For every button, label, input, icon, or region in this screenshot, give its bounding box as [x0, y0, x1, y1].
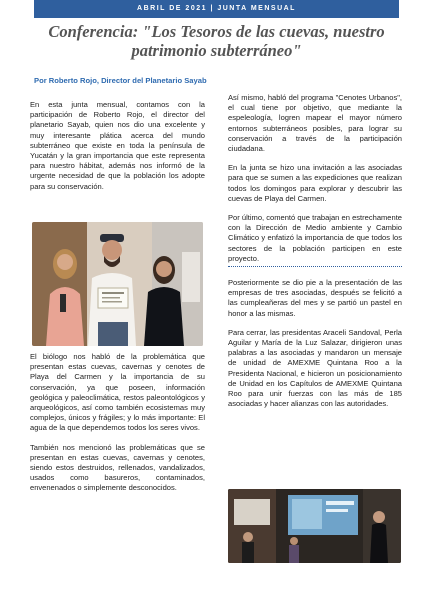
article-byline: Por Roberto Rojo, Director del Planetario Sayab: [34, 76, 207, 85]
right-column: [228, 93, 402, 418]
article-title: Conferencia: "Los Tesoros de las cuevas, nuestro patrimonio subterráneo": [48, 22, 385, 60]
paragraph: En esta junta mensual, contamos con la participación de Roberto Rojo, el director del planetario Sayab, quien nos dio una excelente y muy interesante plática acerca del mundo subterráneo que existe en toda la península de Yucatán y la gran importancia que este representa para nuestro hábitat, además nos informó de la urgente necesidad de que la población los adopte para su conservación.: [30, 100, 205, 191]
left-column-bottom: [30, 352, 205, 503]
section-divider: [228, 266, 402, 267]
paragraph: En la junta se hizo una invitación a las asociadas para que se sumen a las expediciones que realizan todos los domingos para explorar y descubrir las cuevas de Playa del Carmen.: [228, 163, 402, 203]
conference-photo-certificate: [32, 222, 203, 346]
paragraph: También nos mencionó las problemáticas que se presentan en estas cuevas, cavernas y cenotes, siendo estos destruidos, rellenados, vandalizados, usados como basureros, contaminados, envenenados o simplemente desconocidos.: [30, 442, 205, 493]
conference-photo-presentation: [228, 489, 401, 563]
paragraph: Así mismo, habló del programa "Cenotes Urbanos", el cual tiene por objetivo, que mediante la espeleología, logren mapear el mayor número entornos subterráneos posibles, para lograr su conservación a través de la participación ciudadana.: [228, 93, 402, 154]
paragraph: Por último, comentó que trabajan en estrechamente con la Dirección de Medio ambiente y Cambio Climático y enfatizó la importancia de que todos los sectores de la población participen en este proyecto.: [228, 213, 402, 263]
paragraph: Para cerrar, las presidentas Araceli Sandoval, Perla Aguilar y María de la Luz Salazar, dirigieron unas palabras a las asociadas y mandaron un mensaje de unidad de AMEXME Quintana Roo a la Presidenta Nacional, e hicieron un posicionamiento de Unidad en los Capítulos de AMEXME Quintana Roo para unir fuerzas con las más de 185 asociadas y hacer alianzas con las autoridades.: [228, 327, 402, 409]
paragraph: Posteriormente se dio pie a la presentación de las empresas de tres asociadas, después se felicitó a las cumpleañeras del mes y se partió un pastel en honor a las mismas.: [228, 278, 402, 318]
left-column-top: [30, 100, 205, 201]
paragraph: El biólogo nos habló de la problemática que presentan estas cuevas, cavernas y cenotes de Playa del Carmen y la importancia de su conservación, ya que poseen, información geológica y paleoclimática, restos paleontológicos y arqueológicos, así como también ecosistemas muy complejos, únicos y frágiles; y lo más importante: El agua de la que dependemos todos los seres vivos.: [30, 352, 205, 433]
newsletter-header: ABRIL DE 2021 | JUNTA MENSUAL: [34, 0, 399, 18]
